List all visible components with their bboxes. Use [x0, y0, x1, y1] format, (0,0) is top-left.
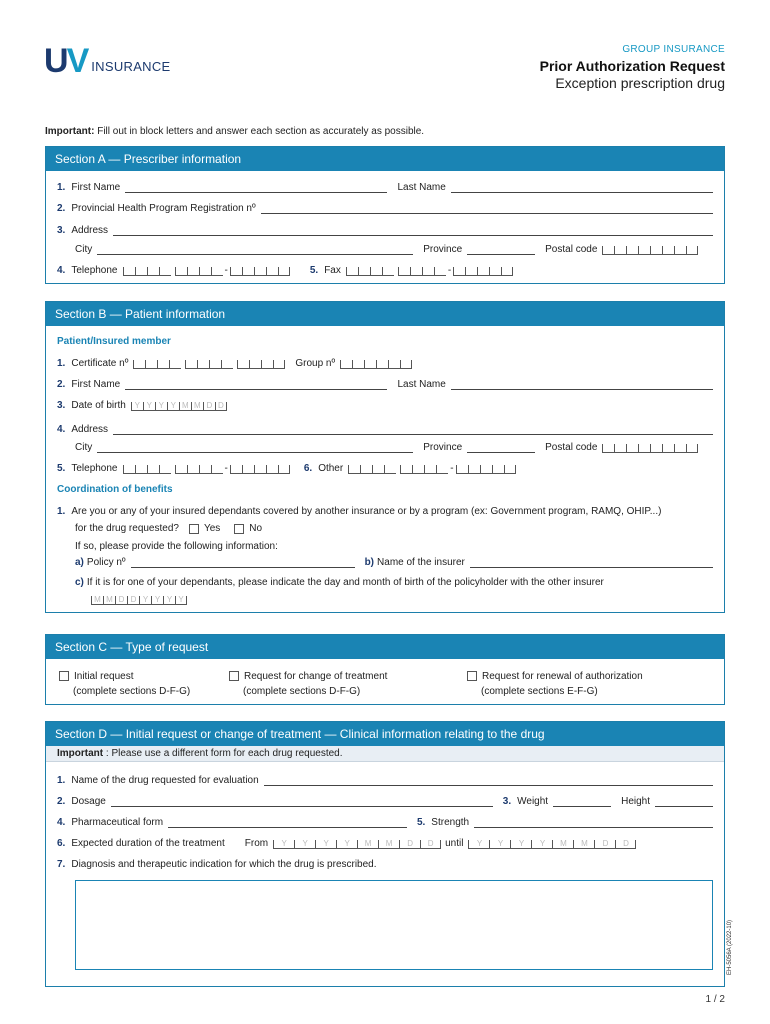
dob-boxes[interactable]: Y Y Y Y M M D D: [131, 399, 227, 411]
form-title: Prior Authorization Request: [539, 58, 725, 74]
prescriber-name-row: 1. First Name Last Name: [57, 179, 713, 193]
weight-field[interactable]: [553, 797, 611, 807]
header-titles: [540, 44, 725, 91]
section-b-header: Section B — Patient information: [46, 302, 724, 326]
patient-postal-code-boxes[interactable]: [602, 441, 698, 453]
cob-subheading: Coordination of benefits: [57, 484, 173, 495]
prescriber-last-name-field[interactable]: [451, 183, 713, 193]
pharm-form-field[interactable]: [168, 818, 407, 828]
cob-yes-checkbox[interactable]: [189, 524, 199, 534]
cob-yes-no-row: for the drug requested? Yes No: [75, 523, 263, 534]
health-reg-row: 2. Provincial Health Program Registration nº: [57, 200, 713, 214]
section-b: [45, 301, 725, 613]
patient-telephone-boxes[interactable]: -: [123, 462, 290, 474]
diagnosis-textarea[interactable]: [75, 880, 713, 970]
patient-city-row: City Province Postal code: [75, 439, 713, 453]
strength-field[interactable]: [474, 818, 713, 828]
duration-from-boxes[interactable]: Y Y Y Y M M D D: [273, 837, 441, 849]
policyholder-dob-boxes[interactable]: M M D D Y Y Y Y: [91, 593, 187, 605]
request-type-renewal[interactable]: Request for renewal of authorization (complete sections E-F-G): [467, 669, 643, 699]
prescriber-address-row: 3. Address: [57, 222, 713, 236]
health-reg-field[interactable]: [261, 204, 713, 214]
group-number-boxes[interactable]: [340, 357, 412, 369]
uv-insurance-logo: [44, 42, 171, 80]
dosage-row: 2. Dosage 3. Weight Height: [57, 793, 713, 807]
pharm-form-row: 4. Pharmaceutical form 5. Strength: [57, 814, 713, 828]
certificate-row: 1. Certificate nº Group nº: [57, 355, 713, 369]
dosage-field[interactable]: [111, 797, 493, 807]
section-a: [45, 146, 725, 284]
patient-name-row: 2. First Name Last Name: [57, 376, 713, 390]
insurer-name-field[interactable]: [470, 558, 713, 568]
request-type-initial[interactable]: Initial request (complete sections D-F-G): [59, 669, 190, 699]
dependant-row: c) If it is for one of your dependants, please indicate the day and month of birth of the policyholder with the other insurer: [75, 577, 604, 588]
drug-name-row: 1. Name of the drug requested for evaluation: [57, 772, 713, 786]
prescriber-phone-row: 4. Telephone - 5. Fax -: [57, 262, 713, 276]
section-d-header: Section D — Initial request or change of treatment — Clinical information relating to the drug: [46, 722, 724, 746]
form-code: EH-5056A (2022-10): [727, 919, 733, 975]
patient-phone-row: 5. Telephone - 6. Other -: [57, 460, 713, 474]
prescriber-city-field[interactable]: [97, 245, 413, 255]
prescriber-address-field[interactable]: [113, 226, 713, 236]
policy-insurer-row: a) Policy nº b) Name of the insurer: [75, 554, 713, 568]
logo-text: INSURANCE: [91, 59, 171, 74]
policy-number-field[interactable]: [131, 558, 355, 568]
page-number: 1 / 2: [705, 994, 725, 1005]
prescriber-postal-code-boxes[interactable]: [602, 243, 698, 255]
height-field[interactable]: [655, 797, 713, 807]
prescriber-first-name-field[interactable]: [125, 183, 387, 193]
policyholder-dob-row: [86, 591, 713, 605]
group-insurance-label: GROUP INSURANCE: [622, 44, 725, 55]
dob-row: 3. Date of birth Y Y Y Y M M D D: [57, 397, 713, 411]
section-c: [45, 634, 725, 705]
section-a-header: Section A — Prescriber information: [46, 147, 724, 171]
section-d: [45, 721, 725, 987]
change-treatment-checkbox[interactable]: [229, 671, 239, 681]
prescriber-city-row: City Province Postal code: [75, 241, 713, 255]
if-so-row: If so, please provide the following information:: [75, 541, 278, 552]
page-header: [0, 0, 770, 110]
prescriber-fax-boxes[interactable]: -: [346, 264, 513, 276]
logo-mark: UV: [44, 42, 88, 80]
request-type-change[interactable]: Request for change of treatment (complete sections D-F-G): [229, 669, 387, 699]
cob-question-row: 1. Are you or any of your insured dependants covered by another insurance or by a program (ex: Government program, RAMQ, OHIP...): [57, 506, 662, 517]
patient-city-field[interactable]: [97, 443, 413, 453]
initial-request-checkbox[interactable]: [59, 671, 69, 681]
prescriber-telephone-boxes[interactable]: -: [123, 264, 290, 276]
duration-until-boxes[interactable]: Y Y Y Y M M D D: [468, 837, 636, 849]
diagnosis-row: 7. Diagnosis and therapeutic indication for which the drug is prescribed.: [57, 859, 377, 870]
drug-name-field[interactable]: [264, 776, 713, 786]
section-d-important: Important : Please use a different form for each drug requested.: [46, 746, 724, 762]
patient-last-name-field[interactable]: [451, 380, 713, 390]
patient-address-field[interactable]: [113, 425, 713, 435]
patient-subheading: Patient/Insured member: [57, 336, 171, 347]
patient-province-field[interactable]: [467, 443, 535, 453]
cob-no-checkbox[interactable]: [234, 524, 244, 534]
prescriber-province-field[interactable]: [467, 245, 535, 255]
renewal-checkbox[interactable]: [467, 671, 477, 681]
form-subtitle: Exception prescription drug: [555, 75, 725, 91]
certificate-boxes[interactable]: [133, 357, 285, 369]
patient-first-name-field[interactable]: [125, 380, 387, 390]
important-note: Important: Fill out in block letters and answer each section as accurately as possible.: [45, 126, 425, 137]
patient-address-row: 4. Address: [57, 421, 713, 435]
section-c-header: Section C — Type of request: [46, 635, 724, 659]
duration-row: 6. Expected duration of the treatment From Y Y Y Y M M D D until Y Y Y Y M M D D: [57, 835, 713, 849]
patient-other-phone-boxes[interactable]: -: [348, 462, 515, 474]
